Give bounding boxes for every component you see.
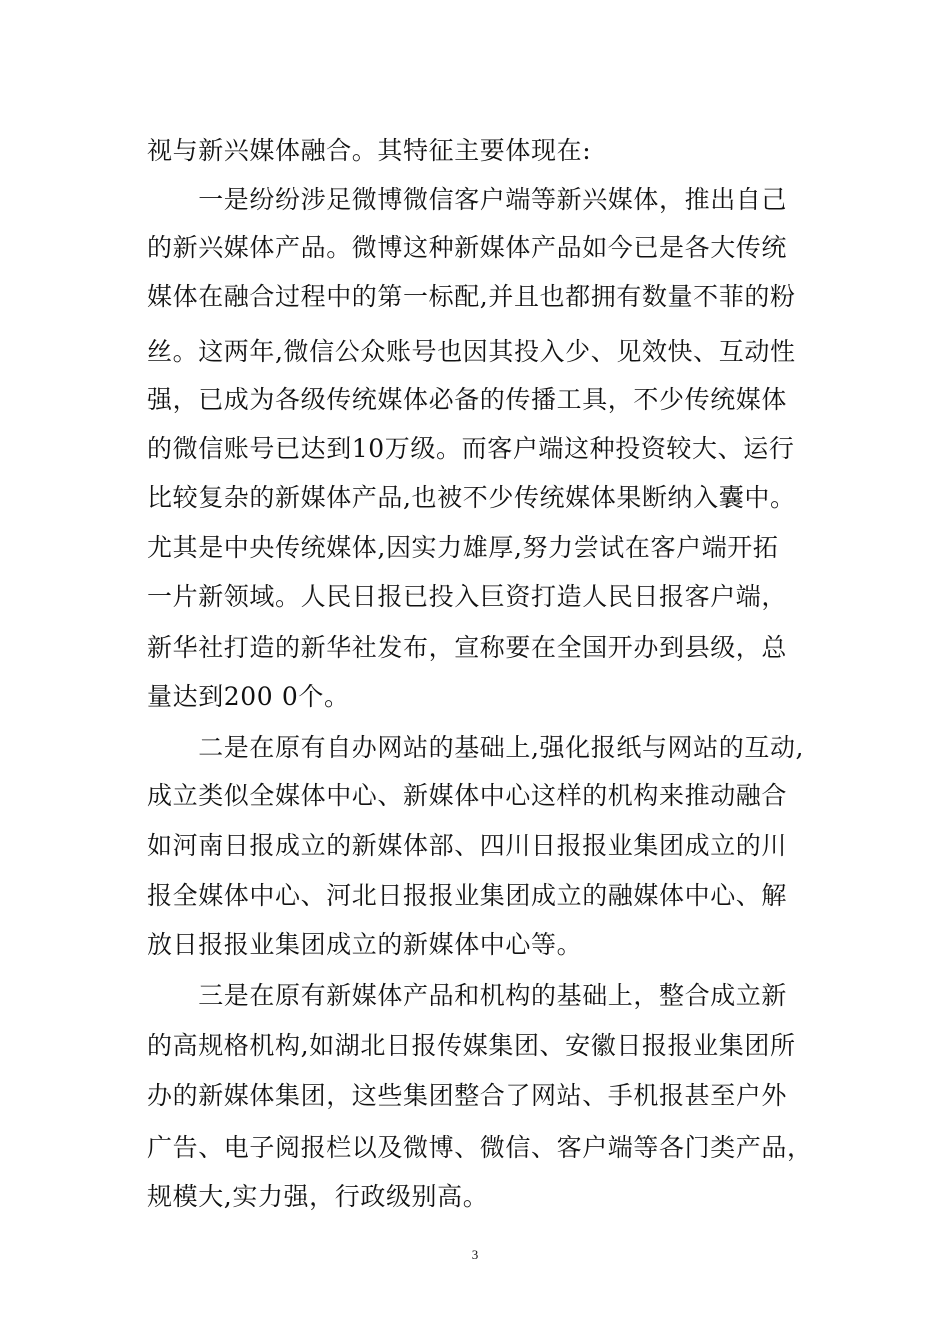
text-line: 三是在原有新媒体产品和机构的基础上，整合成立新 (147, 981, 788, 1010)
text-line: 的新兴媒体产品。微博这种新媒体产品如今已是各大传统 (147, 233, 788, 262)
text-line: 办的新媒体集团，这些集团整合了网站、手机报甚至户外 (147, 1081, 788, 1110)
text-line: 放日报报业集团成立的新媒体中心等。 (147, 930, 583, 959)
text-line: 比较复杂的新媒体产品,也被不少传统媒体果断纳入囊中。 (147, 483, 796, 512)
text-line: 的微信账号已达到10万级。而客户端这种投资较大、运行 (147, 434, 795, 463)
text-line: 报全媒体中心、河北日报报业集团成立的融媒体中心、解 (147, 881, 788, 910)
text-line: 尤其是中央传统媒体,因实力雄厚,努力尝试在客户端开拓 (147, 533, 779, 562)
text-line: 广告、电子阅报栏以及微博、微信、客户端等各门类产品， (147, 1133, 813, 1162)
text-line: 如河南日报成立的新媒体部、四川日报报业集团成立的川 (147, 831, 788, 860)
text-line: 媒体在融合过程中的第一标配,并且也都拥有数量不菲的粉 (147, 282, 796, 311)
text-line: 丝。这两年,微信公众账号也因其投入少、见效快、互动性 (147, 337, 796, 366)
text-line: 强，已成为各级传统媒体必备的传播工具，不少传统媒体 (147, 385, 788, 414)
text-line: 视与新兴媒体融合。其特征主要体现在: (147, 136, 592, 165)
text-line: 一片新领域。人民日报已投入巨资打造人民日报客户端， (147, 582, 788, 611)
text-line: 一是纷纷涉足微博微信客户端等新兴媒体，推出自己 (147, 185, 788, 214)
text-line: 成立类似全媒体中心、新媒体中心这样的机构来推动融合 (147, 781, 788, 810)
text-line: 的高规格机构,如湖北日报传媒集团、安徽日报报业集团所 (147, 1031, 796, 1060)
text-line: 规模大,实力强，行政级别高。 (147, 1182, 489, 1211)
text-line: 量达到200 0个。 (147, 682, 350, 711)
text-line: 新华社打造的新华社发布，宣称要在全国开办到县级，总 (147, 633, 788, 662)
page-number: 3 (471, 1247, 479, 1262)
text-line: 二是在原有自办网站的基础上,强化报纸与网站的互动, (147, 733, 805, 762)
